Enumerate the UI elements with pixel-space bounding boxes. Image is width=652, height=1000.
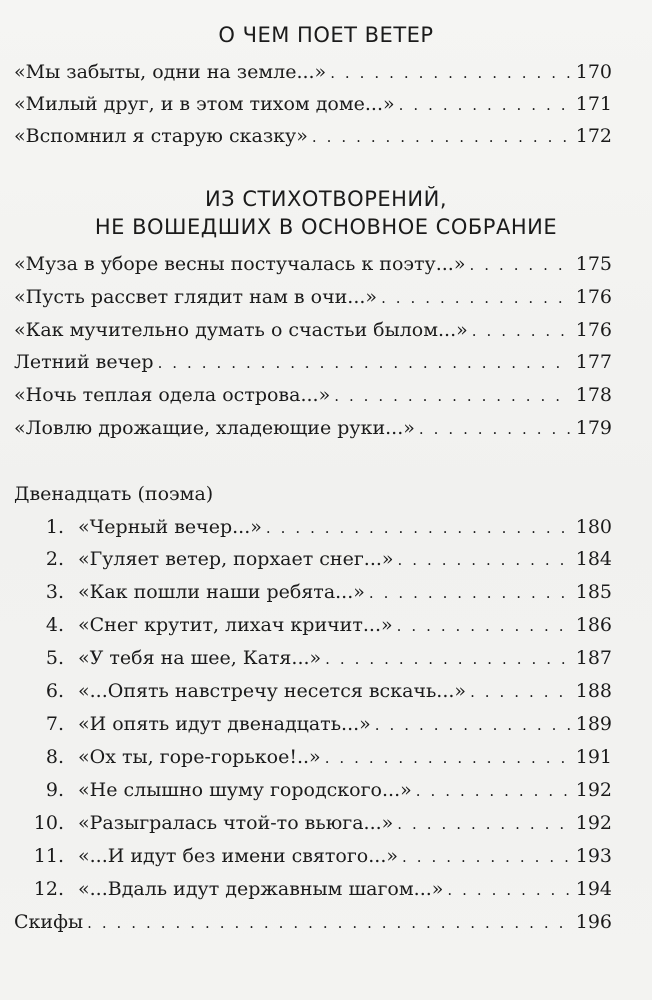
poem-part [0,609,652,641]
entry-page: 185 [575,581,612,603]
dot-leader [334,380,570,412]
entry-page: 196 [575,911,612,933]
dot-leader [470,676,570,708]
entry-page: 193 [575,845,612,867]
part-number: 10. [33,812,64,834]
dot-leader [381,282,570,314]
part-number: 1. [45,516,64,538]
entry-title: «Разыгралась чтой-то вьюга...» [78,812,394,834]
part-number: 8. [45,746,64,768]
entry-page: 176 [575,286,612,308]
entry-title: «Ох ты, горе-горькое!..» [78,746,321,768]
dot-leader [375,709,570,741]
poem-part [0,774,652,806]
entry-title: «Муза в уборе весны постучалась к поэту...» [14,253,466,275]
poem-title: Двенадцать (поэма) [14,483,214,505]
dot-leader [325,643,570,675]
dot-leader [472,315,570,347]
entry-title: «У тебя на шее, Катя...» [78,647,322,669]
entry-title: «Ночь теплая одела острова...» [14,384,331,406]
dot-leader [416,775,570,807]
part-number: 7. [45,713,64,735]
entry-title: Скифы [14,911,84,933]
entry-title: «...Вдаль идут державным шагом...» [78,878,444,900]
dot-leader [469,249,569,281]
part-number: 11. [33,845,64,867]
entry-page: 192 [575,779,612,801]
part-number: 9. [45,779,64,801]
toc-entry [0,88,652,120]
toc-entry [0,412,652,444]
entry-title: «Мы забыты, одни на земле...» [14,61,327,83]
poem-part [0,840,652,872]
poem-part [0,511,652,543]
entry-page: 186 [575,614,612,636]
entry-page: 189 [575,713,612,735]
toc-entry [0,56,652,88]
part-number: 12. [33,878,64,900]
toc-entry [0,379,652,411]
entry-title: «Снег крутит, лихач кричит...» [78,614,393,636]
part-number: 3. [45,581,64,603]
dot-leader [266,512,570,544]
entry-page: 194 [575,878,612,900]
section-heading-uncollected-line2: НЕ ВОШЕДШИХ В ОСНОВНОЕ СОБРАНИЕ [94,215,558,239]
dot-leader [87,907,570,939]
entry-page: 184 [575,548,612,570]
entry-title: Летний вечер [14,351,154,373]
poem-part [0,576,652,608]
toc-entry [0,248,652,280]
entry-page: 179 [575,417,612,439]
entry-title: «Ловлю дрожащие, хладеющие руки...» [14,417,415,439]
part-number: 5. [45,647,64,669]
entry-page: 178 [575,384,612,406]
dot-leader [447,874,569,906]
dot-leader [158,347,570,379]
entry-page: 176 [575,319,612,341]
entry-page: 192 [575,812,612,834]
poem-part [0,543,652,575]
entry-title: «...И идут без имени святого...» [78,845,398,867]
dot-leader [397,808,569,840]
toc-entry [0,120,652,152]
section-heading-uncollected: ИЗ СТИХОТВОРЕНИЙ, [204,187,448,211]
poem-part [0,675,652,707]
toc-entry [0,281,652,313]
poem-part [0,642,652,674]
poem-part [0,741,652,773]
poem-part [0,873,652,905]
toc-entry [0,346,652,378]
entry-page: 172 [575,125,612,147]
dot-leader [419,413,570,445]
entry-page: 177 [575,351,612,373]
entry-title: «Как пошли наши ребята...» [78,581,365,603]
part-number: 4. [45,614,64,636]
entry-page: 191 [575,746,612,768]
entry-page: 171 [575,93,612,115]
entry-title: «Гуляет ветер, порхает снег...» [78,548,394,570]
entry-page: 188 [575,680,612,702]
dot-leader [330,57,570,89]
part-number: 2. [45,548,64,570]
entry-title: «Милый друг, и в этом тихом доме...» [14,93,395,115]
dot-leader [399,89,570,121]
poem-part [0,807,652,839]
dot-leader [397,610,570,642]
dot-leader [312,121,570,153]
toc-entry [0,314,652,346]
entry-title: «Пусть рассвет глядит нам в очи...» [14,286,378,308]
entry-page: 175 [575,253,612,275]
entry-page: 170 [575,61,612,83]
entry-title: «Вспомнил я старую сказку» [14,125,308,147]
dot-leader [402,841,570,873]
entry-title: «Черный вечер...» [78,516,262,538]
section-heading-wind: О ЧЕМ ПОЕТ ВЕТЕР [218,23,434,47]
entry-title: «Не слышно шуму городского...» [78,779,412,801]
entry-page: 180 [575,516,612,538]
dot-leader [369,577,570,609]
entry-title: «...Опять навстречу несется вскачь...» [78,680,467,702]
part-number: 6. [45,680,64,702]
entry-page: 187 [575,647,612,669]
entry-title: «Как мучительно думать о счастьи былом...» [14,319,468,341]
dot-leader [325,742,570,774]
dot-leader [398,544,570,576]
toc-entry [0,906,652,938]
entry-title: «И опять идут двенадцать...» [78,713,371,735]
poem-part [0,708,652,740]
